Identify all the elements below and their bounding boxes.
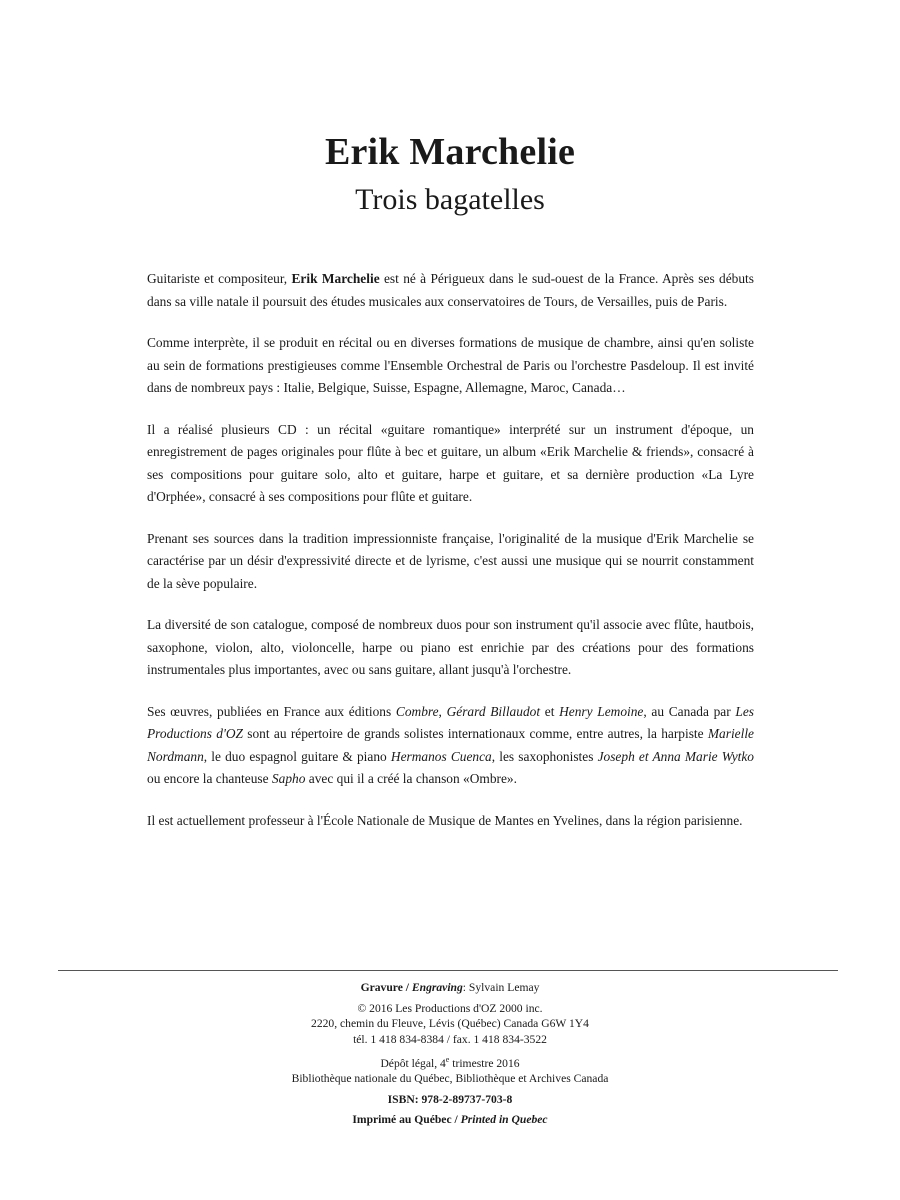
printed-fr: Imprimé au Québec: [352, 1113, 452, 1127]
bio-text: avec qui il a créé la chanson «Ombre».: [305, 771, 517, 786]
bio-text: , le duo espagnol guitare & piano: [203, 748, 391, 764]
bio-paragraph-4: Prenant ses sources dans la tradition impressionniste française, l'originalité de la musique d'Erik Marchelie se caractérise par un désir d'expressivité directe et de lyrisme, c'est aussi une musique qui se nourrit constamment de la sève populaire.: [147, 530, 754, 591]
engraving-label-en: Engraving: [411, 981, 463, 994]
bio-paragraph-2: Comme interprète, il se produit en récital ou en diverses formations de musique de chambre, ainsi qu'en soliste au sein de formations prestigieuses comme l'Ensemble Orchestral de Paris ou l'orchestre Pasdeloup. Il est invité dans de nombreux pays : Italie, Belgique, Suisse, Espagne, Allemagne, Maroc, Canada…: [147, 335, 754, 395]
isbn-line: ISBN: 978-2-89737-703-8: [387, 1092, 513, 1106]
bio-text: ,: [438, 703, 447, 719]
publisher-name: Gérard Billaudot: [446, 703, 541, 719]
libraries-line: Bibliothèque nationale du Québec, Bibliothèque et Archives Canada: [291, 1072, 609, 1086]
bio-text: ou encore la chanteuse: [147, 771, 272, 786]
engraver-name: : Sylvain Lemay: [462, 981, 540, 994]
legal-deposit-line: [0, 1052, 900, 1071]
bio-paragraph-7: Il est actuellement professeur à l'École Nationale de Musique de Mantes en Yvelines, dans la région parisienne.: [147, 812, 743, 828]
legal-deposit-text: Dépôt légal, 4: [380, 1056, 446, 1070]
divider-line: [58, 970, 838, 971]
copyright-line: © 2016 Les Productions d'OZ 2000 inc.: [357, 1001, 543, 1015]
work-title: Trois bagatelles: [355, 183, 545, 216]
title-block: [0, 128, 900, 220]
printed-line: [0, 1112, 900, 1128]
artist-name: Joseph et Anna Marie Wytko: [597, 748, 755, 764]
bio-text: et: [540, 703, 560, 719]
engraving-credit: [0, 980, 900, 996]
bio-text: , les saxophonistes: [491, 748, 598, 764]
engraving-label-fr: Gravure: [360, 981, 403, 994]
bio-text: Guitariste et compositeur,: [147, 271, 292, 286]
printed-en: Printed in Quebec: [460, 1113, 548, 1127]
bio-paragraph-5: La diversité de son catalogue, composé de nombreux duos pour son instrument qu'il associe avec flûte, hautbois, saxophone, violon, alto, violoncelle, harpe ou piano est enrichie par des créations pour des formations instrumentales plus importantes, avec ou sans guitare, allant jusqu'à l'orchestre.: [147, 617, 754, 677]
legal-deposit-text: trimestre 2016: [449, 1056, 520, 1070]
bio-paragraph-3: Il a réalisé plusieurs CD : un récital «guitare romantique» interprété sur un instrument d'époque, un enregistrement de pages originales pour flûte à bec et guitare, un album «Erik Marchelie & friends», consacré à ses compositions pour guitare solo, alto et guitare, harpe et guitare, et sa dernière production «La Lyre d'Orphée», consacré à ses compositions pour flûte et guitare.: [147, 421, 754, 504]
bio-text: sont au répertoire de grands solistes internationaux comme, entre autres, la harpiste: [242, 726, 708, 741]
printed-separator: /: [451, 1113, 461, 1127]
address-line: 2220, chemin du Fleuve, Lévis (Québec) Canada G6W 1Y4: [311, 1017, 589, 1030]
ordinal-suffix: e: [445, 1055, 450, 1064]
biography: [147, 268, 754, 851]
publisher-info: [0, 1001, 900, 1048]
publisher-name: Combre: [395, 703, 439, 719]
artist-name: Sapho: [271, 771, 306, 786]
bio-text: Ses œuvres, publiées en France aux éditions: [147, 703, 396, 719]
bio-paragraph-1: [147, 268, 754, 313]
publisher-name: Les Productions d'OZ: [147, 703, 754, 741]
composer-name: Erik Marchelie: [324, 131, 576, 173]
bio-text: est né à Périgueux dans le sud-ouest de la France. Après ses débuts dans sa ville natale il poursuit des études musicales aux conservatoires de Tours, de Versailles, puis de Paris.: [147, 271, 754, 309]
publisher-name: Henry Lemoine: [559, 703, 644, 719]
engraving-separator: /: [402, 981, 412, 994]
phone-line: tél. 1 418 834-8384 / fax. 1 418 834-3522: [353, 1032, 547, 1046]
colophon: [0, 980, 900, 1133]
legal-deposit: [0, 1052, 900, 1087]
bio-text: , au Canada par: [643, 703, 736, 719]
artist-name: Hermanos Cuenca: [390, 748, 492, 764]
bio-paragraph-6: [147, 701, 754, 791]
composer-name-bold: Erik Marchelie: [291, 271, 380, 286]
artist-name: Marielle Nordmann: [147, 726, 754, 764]
